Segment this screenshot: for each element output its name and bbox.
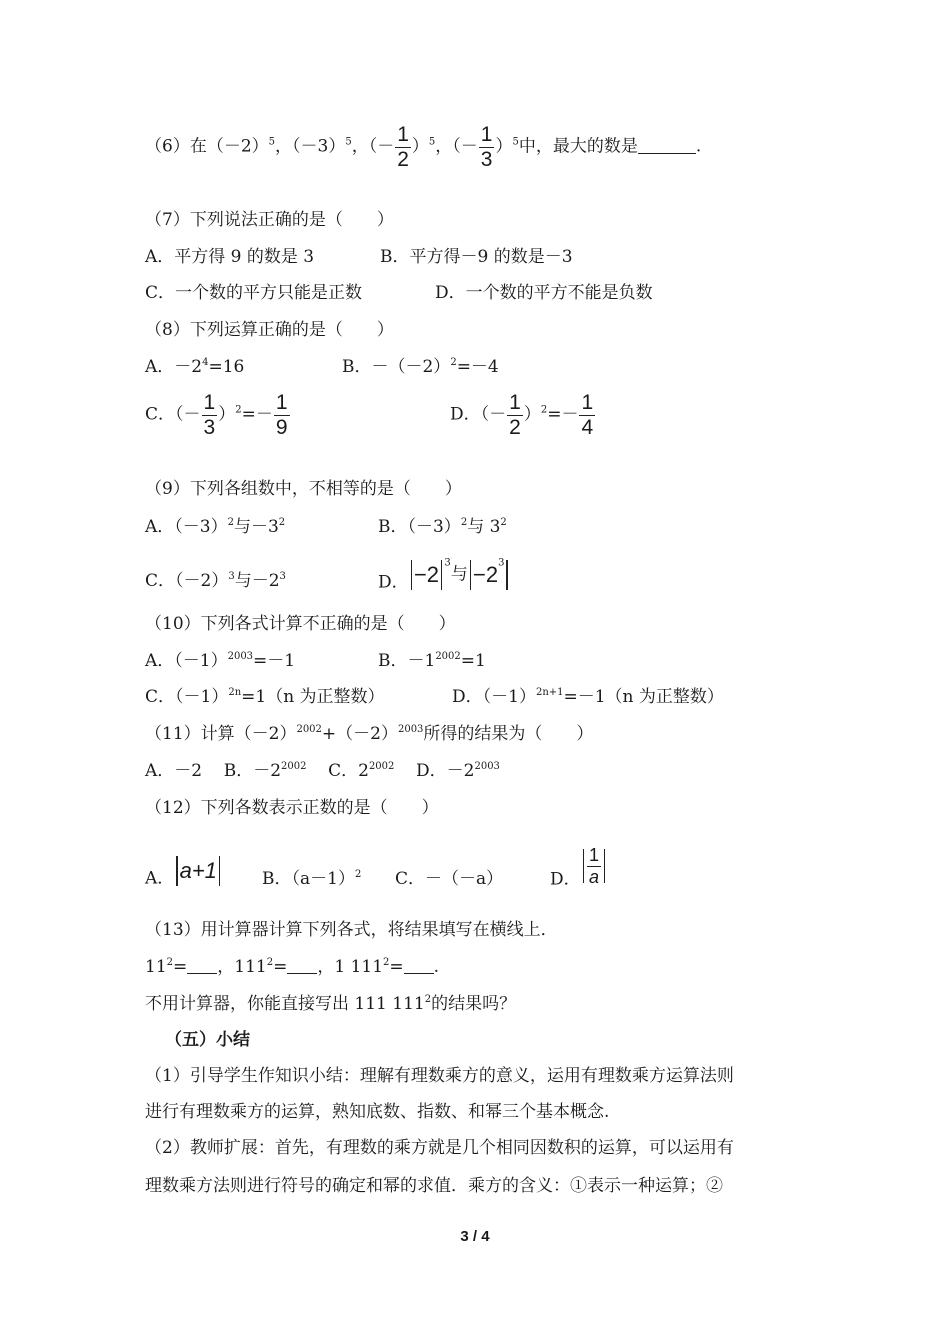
option-8d: D．（－ $\frac{1}{2}$ ）$^2$=－ $\frac{1}{4}$: [450, 391, 594, 439]
question-10-stem: （10）下列各式计算不正确的是（ ）: [145, 614, 456, 634]
option-8b: B．$-(-2)^2=-4$: [342, 357, 499, 377]
answer-blank[interactable]: [404, 959, 434, 974]
option-12b: B．$(a-1)^2$: [262, 869, 362, 889]
abs-bar: [441, 560, 442, 590]
option-9c: C．$(-2)^3$与$-2^3$: [145, 571, 286, 591]
option-7c: C．一个数的平方只能是正数: [145, 283, 363, 303]
option-12d: D． $\frac{1}{a}$: [550, 846, 607, 889]
option-10c: C．$(-1)^{2n}=1(n$ 为正整数）: [145, 687, 385, 707]
question-13-stem: （13）用计算器计算下列各式，将结果填写在横线上．: [145, 920, 558, 940]
option-12c: C．－（－a）: [395, 869, 504, 889]
page-number: 3 / 4: [460, 1228, 490, 1245]
answer-blank[interactable]: [287, 959, 317, 974]
fraction: $\frac{1}{3}$: [480, 123, 493, 171]
question-12-stem: （12）下列各数表示正数的是（ ）: [145, 798, 439, 818]
abs-bar: [176, 856, 177, 886]
fraction: $\frac{1}{4}$: [581, 391, 594, 439]
abs-bar: [219, 856, 220, 886]
fraction: $\frac{1}{2}$: [397, 123, 409, 171]
answer-blank[interactable]: [638, 139, 696, 154]
summary-paragraph: （1）引导学生作知识小结：理解有理数乘方的意义，运用有理数乘方运算法则: [145, 1066, 734, 1086]
question-13-extension: 不用计算器，你能直接写出 111 $111^2$的结果吗？: [145, 994, 517, 1014]
option-9b: B．$(-3)^2$与 $3^2$: [378, 517, 507, 537]
question-11-options: [145, 763, 500, 780]
option-10d: D．$(-1)^{2n+1}=-1(n$ 为正整数）: [452, 687, 724, 707]
option-9a: A．$(-3)^2$与$-3^2$: [145, 517, 286, 537]
answer-blank[interactable]: [187, 959, 217, 974]
option-11b: B．$-2^{2002}$: [223, 761, 307, 781]
option-7b: B．平方得－9 的数是－3: [380, 247, 573, 267]
option-7d: D．一个数的平方不能是负数: [435, 283, 653, 303]
abs-bar: [583, 849, 584, 883]
question-6: （6）在$(-2)^5$，$(-3)^5$，（－ $\frac{1}{2}$ ）$^5$，（－ $\frac{1}{3}$ ）$^5$中，最大的数是 .: [145, 123, 702, 171]
fraction: $\frac{1}{2}$: [509, 391, 521, 439]
question-13-blanks: $11^2=$ ，$111^2=$ ，1 $111^2=$ .: [145, 957, 440, 977]
summary-paragraph: （2）教师扩展：首先，有理数的乘方就是几个相同因数积的运算，可以运用有: [145, 1138, 734, 1158]
section-heading: （五）小结: [165, 1030, 250, 1050]
summary-paragraph: 理数乘方法则进行符号的确定和幂的求值．乘方的含义：①表示一种运算；②: [145, 1176, 723, 1196]
option-11c: C．$2^{2002}$: [328, 761, 395, 781]
abs-bar: [604, 849, 605, 883]
question-7-stem: （7）下列说法正确的是（ ）: [145, 210, 394, 230]
question-9-stem: （9）下列各组数中，不相等的是（ ）: [145, 479, 462, 499]
option-8a: A．$-2^4=16$: [145, 357, 245, 377]
fraction: $\frac{1}{a}$: [588, 845, 599, 887]
abs-bar: [506, 560, 507, 590]
summary-paragraph: 进行有理数乘方的运算，熟知底数、指数、和幂三个基本概念.: [145, 1102, 610, 1122]
option-11a: A．－2: [145, 761, 203, 781]
option-9d: D． −2 $^3$与 $-2^3$: [378, 560, 510, 592]
option-7a: A．平方得 9 的数是 3: [145, 247, 315, 267]
question-8-stem: （8）下列运算正确的是（ ）: [145, 320, 394, 340]
question-11-stem: （11）计算$(-2)^{2002}+(-2)^{2003}$所得的结果为（ ）: [145, 724, 594, 744]
option-8c: C．（－ $\frac{1}{3}$ ）$^2$=－ $\frac{1}{9}$: [145, 391, 288, 439]
fraction: $\frac{1}{3}$: [203, 391, 216, 439]
option-11d: D．$-2^{2003}$: [416, 761, 500, 781]
abs-bar: [470, 560, 471, 590]
option-10b: B．$-1^{2002}=1$: [378, 651, 486, 671]
abs-bar: [411, 560, 412, 590]
option-12a: A． a+1: [145, 856, 222, 888]
option-10a: A．$(-1)^{2003}=-1$: [145, 651, 296, 671]
fraction: $\frac{1}{9}$: [275, 391, 288, 439]
